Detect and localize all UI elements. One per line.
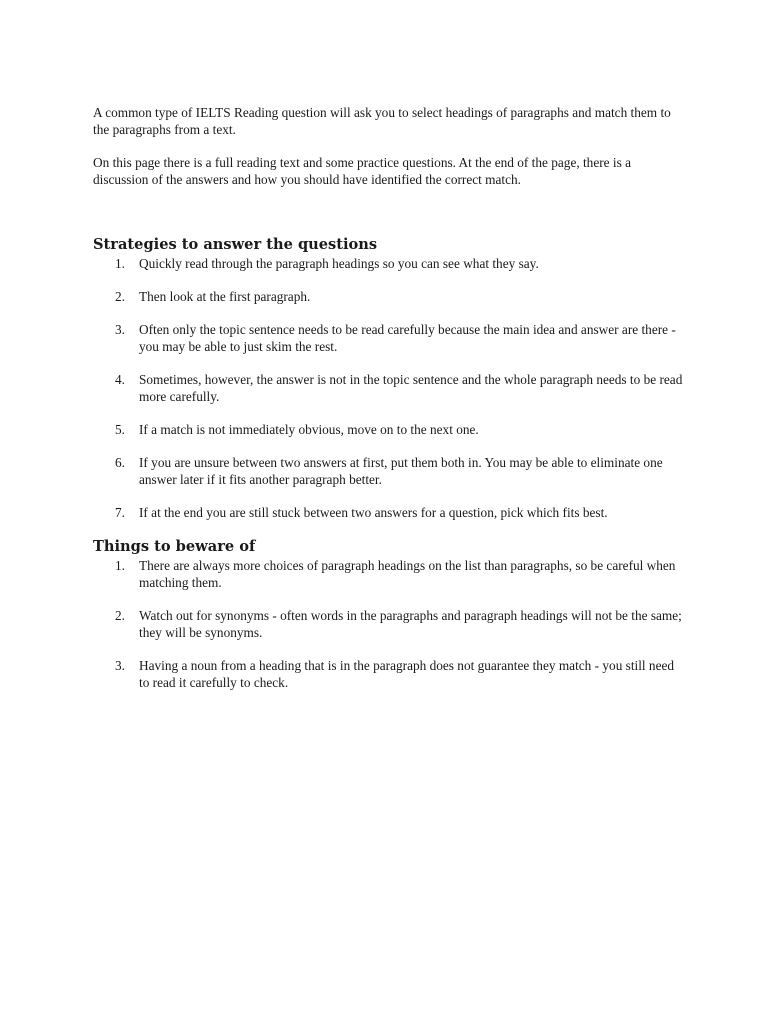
list-item bbox=[93, 454, 683, 488]
list-item-text: Then look at the first paragraph. bbox=[139, 289, 311, 304]
list-item-number: 1. bbox=[115, 558, 125, 573]
list-item-text: There are always more choices of paragraph headings on the list than paragraphs, so be careful when matching them. bbox=[139, 558, 676, 590]
list-item-text: If at the end you are still stuck between two answers for a question, pick which fits best. bbox=[139, 505, 608, 520]
document-page bbox=[93, 104, 683, 691]
list-item-text: Having a noun from a heading that is in the paragraph does not guarantee they match - you still need to read it carefully to check. bbox=[139, 658, 675, 690]
list-item-number: 2. bbox=[115, 608, 125, 623]
list-item bbox=[93, 371, 683, 405]
list-item bbox=[93, 255, 683, 272]
list-item bbox=[93, 321, 683, 355]
list-item-text: Often only the topic sentence needs to be read carefully because the main idea and answer are there - you may be able to just skim the rest. bbox=[139, 322, 676, 354]
list-item-text: If a match is not immediately obvious, move on to the next one. bbox=[139, 422, 479, 437]
list-item bbox=[93, 607, 683, 641]
list-item-number: 2. bbox=[115, 289, 125, 304]
section-heading-strategies: Strategies to answer the questions bbox=[93, 236, 378, 253]
list-item-number: 7. bbox=[115, 505, 125, 520]
list-item bbox=[93, 504, 683, 521]
list-item bbox=[93, 288, 683, 305]
list-item-text: Quickly read through the paragraph headings so you can see what they say. bbox=[139, 256, 539, 271]
list-item-number: 3. bbox=[115, 658, 125, 673]
list-item-text: If you are unsure between two answers at first, put them both in. You may be able to eliminate one answer later if it fits another paragraph better. bbox=[139, 455, 663, 487]
list-item-number: 5. bbox=[115, 422, 125, 437]
list-item bbox=[93, 421, 683, 438]
list-item-number: 4. bbox=[115, 372, 125, 387]
list-item-number: 1. bbox=[115, 256, 125, 271]
intro-paragraph: A common type of IELTS Reading question will ask you to select headings of paragraphs and match them to the paragraphs from a text. bbox=[93, 105, 671, 137]
list-item-text: Watch out for synonyms - often words in the paragraphs and paragraph headings will not be the same; they will be synonyms. bbox=[139, 608, 682, 640]
list-item bbox=[93, 657, 683, 691]
list-item-number: 6. bbox=[115, 455, 125, 470]
list-item-text: Sometimes, however, the answer is not in the topic sentence and the whole paragraph needs to be read more carefully. bbox=[139, 372, 683, 404]
list-item-number: 3. bbox=[115, 322, 125, 337]
strategies-list bbox=[93, 255, 683, 521]
intro-paragraph: On this page there is a full reading text and some practice questions. At the end of the page, there is a discussion of the answers and how you should have identified the correct match. bbox=[93, 155, 631, 187]
section-heading-beware: Things to beware of bbox=[93, 538, 256, 555]
beware-list bbox=[93, 557, 683, 691]
list-item bbox=[93, 557, 683, 591]
